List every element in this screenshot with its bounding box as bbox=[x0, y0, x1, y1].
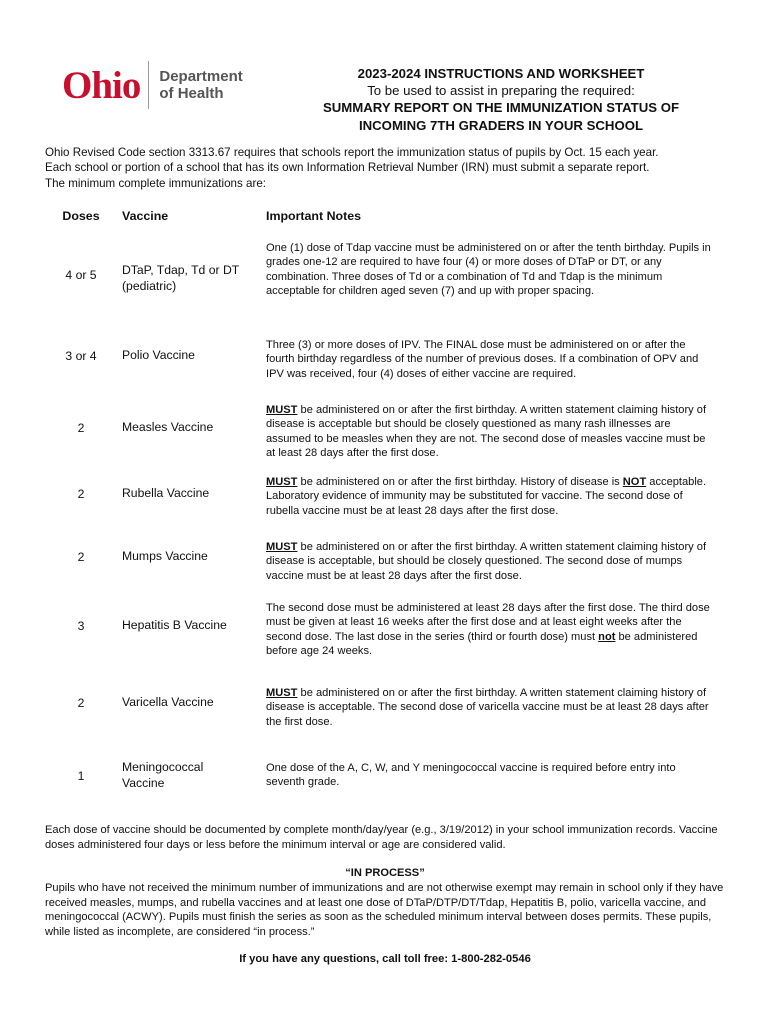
intro-paragraph bbox=[45, 145, 735, 191]
row-note: MUST be administered on or after the first birthday. A written statement claiming history of disease is acceptable but should be closely questioned as many rash illnesses are assumed to be measles when they are not. The second dose of measles vaccine must be at least 28 days after the first dose. bbox=[266, 404, 707, 460]
row-doses: 1 bbox=[77, 769, 85, 783]
row-vaccine: Varicella Vaccine bbox=[122, 695, 214, 709]
title-line-4: INCOMING 7TH GRADERS IN YOUR SCHOOL bbox=[358, 117, 644, 133]
logo-department: Department of Health bbox=[159, 68, 243, 102]
row-vaccine: Hepatitis B Vaccine bbox=[122, 618, 227, 632]
row-doses: 3 or 4 bbox=[65, 349, 97, 363]
row-note: MUST be administered on or after the first birthday. History of disease is NOT acceptable. Laboratory evidence of immunity may be substituted for vaccine. The second dose of rubella vaccine must be at least 28 days after the first dose. bbox=[266, 476, 707, 517]
title-line-2: To be used to assist in preparing the required: bbox=[367, 83, 635, 99]
title-line-3: SUMMARY REPORT ON THE IMMUNIZATION STATUS OF bbox=[322, 100, 680, 116]
logo-wordmark: Ohio bbox=[62, 63, 141, 107]
row-note: MUST be administered on or after the first birthday. A written statement claiming history of disease is acceptable. The second dose of varicella vaccine must be at least 28 days after the first dose. bbox=[266, 687, 709, 728]
row-vaccine: DTaP, Tdap, Td or DT (pediatric) bbox=[122, 263, 239, 293]
row-doses: 3 bbox=[77, 619, 85, 633]
contact-line: If you have any questions, call toll free: 1-800-282-0546 bbox=[239, 953, 531, 965]
header-doses: Doses bbox=[62, 209, 100, 223]
row-note: One dose of the A, C, W, and Y meningococcal vaccine is required before entry into seventh grade. bbox=[266, 762, 676, 789]
ohio-department-of-health-logo bbox=[62, 60, 243, 110]
intro-line-1: Ohio Revised Code section 3313.67 requires that schools report the immunization status of pupils by Oct. 15 each year. bbox=[45, 146, 659, 159]
row-doses: 4 or 5 bbox=[65, 268, 97, 282]
intro-line-2: Each school or portion of a school that has its own Information Retrieval Number (IRN) must submit a separate report. bbox=[45, 161, 650, 175]
in-process-paragraph: Pupils who have not received the minimum number of immunizations and are not otherwise exempt may remain in school only if they have received measles, mumps, and rubella vaccines and at least one dose of DTaP/DTP/DT/Tdap, Hepatitis B, polio, varicella vaccine, and meningococcal (ACWY). Pupils must finish the series as soon as the scheduled minimum interval between doses permits. These pupils, while listed as incomplete, are considered “in process.” bbox=[45, 882, 724, 938]
row-note: Three (3) or more doses of IPV. The FINAL dose must be administered on or after the fourth birthday regardless of the number of previous doses. If a combination of OPV and IPV was received, four (4) doses of either vaccine are required. bbox=[266, 339, 699, 380]
row-vaccine: Polio Vaccine bbox=[122, 348, 195, 362]
row-vaccine: Rubella Vaccine bbox=[122, 486, 210, 500]
in-process-heading: “IN PROCESS” bbox=[345, 867, 425, 879]
row-doses: 2 bbox=[77, 550, 85, 564]
row-vaccine: Meningococcal Vaccine bbox=[122, 760, 204, 790]
row-note: MUST be administered on or after the first birthday. A written statement claiming history of disease is acceptable, but should be closely questioned. The second dose of mumps vaccine must be at least 28 days after the first dose. bbox=[266, 541, 707, 582]
title-line-1: 2023-2024 INSTRUCTIONS AND WORKSHEET bbox=[357, 66, 645, 81]
row-note: One (1) dose of Tdap vaccine must be administered on or after the tenth birthday. Pupils in grades one-12 are required to have four (4) or more doses of DTaP or DT, or any combination. Three doses of Td or a combination of Td and Tdap is the minimum acceptable for children aged seven (7) and up with proper spacing. bbox=[266, 242, 711, 298]
intro-line-3: The minimum complete immunizations are: bbox=[45, 176, 267, 190]
header-important-notes: Important Notes bbox=[266, 209, 361, 223]
logo-divider bbox=[148, 61, 149, 109]
row-vaccine: Measles Vaccine bbox=[122, 420, 214, 434]
row-note: The second dose must be administered at least 28 days after the first dose. The third dose must be given at least 16 weeks after the first dose and at least eight weeks after the second dose. The last dose in the series (third or fourth dose) must not be administered before age 24 weeks. bbox=[266, 602, 710, 658]
documentation-paragraph: Each dose of vaccine should be documented by complete month/day/year (e.g., 3/19/2012) in your school immunization records. Vaccine doses administered four days or less before the minimum interval or age are considered valid. bbox=[45, 824, 718, 851]
row-doses: 2 bbox=[77, 487, 85, 501]
row-doses: 2 bbox=[77, 421, 85, 435]
row-vaccine: Mumps Vaccine bbox=[122, 549, 208, 563]
row-doses: 2 bbox=[77, 696, 85, 710]
header-vaccine: Vaccine bbox=[122, 209, 169, 223]
document-title bbox=[296, 65, 706, 134]
